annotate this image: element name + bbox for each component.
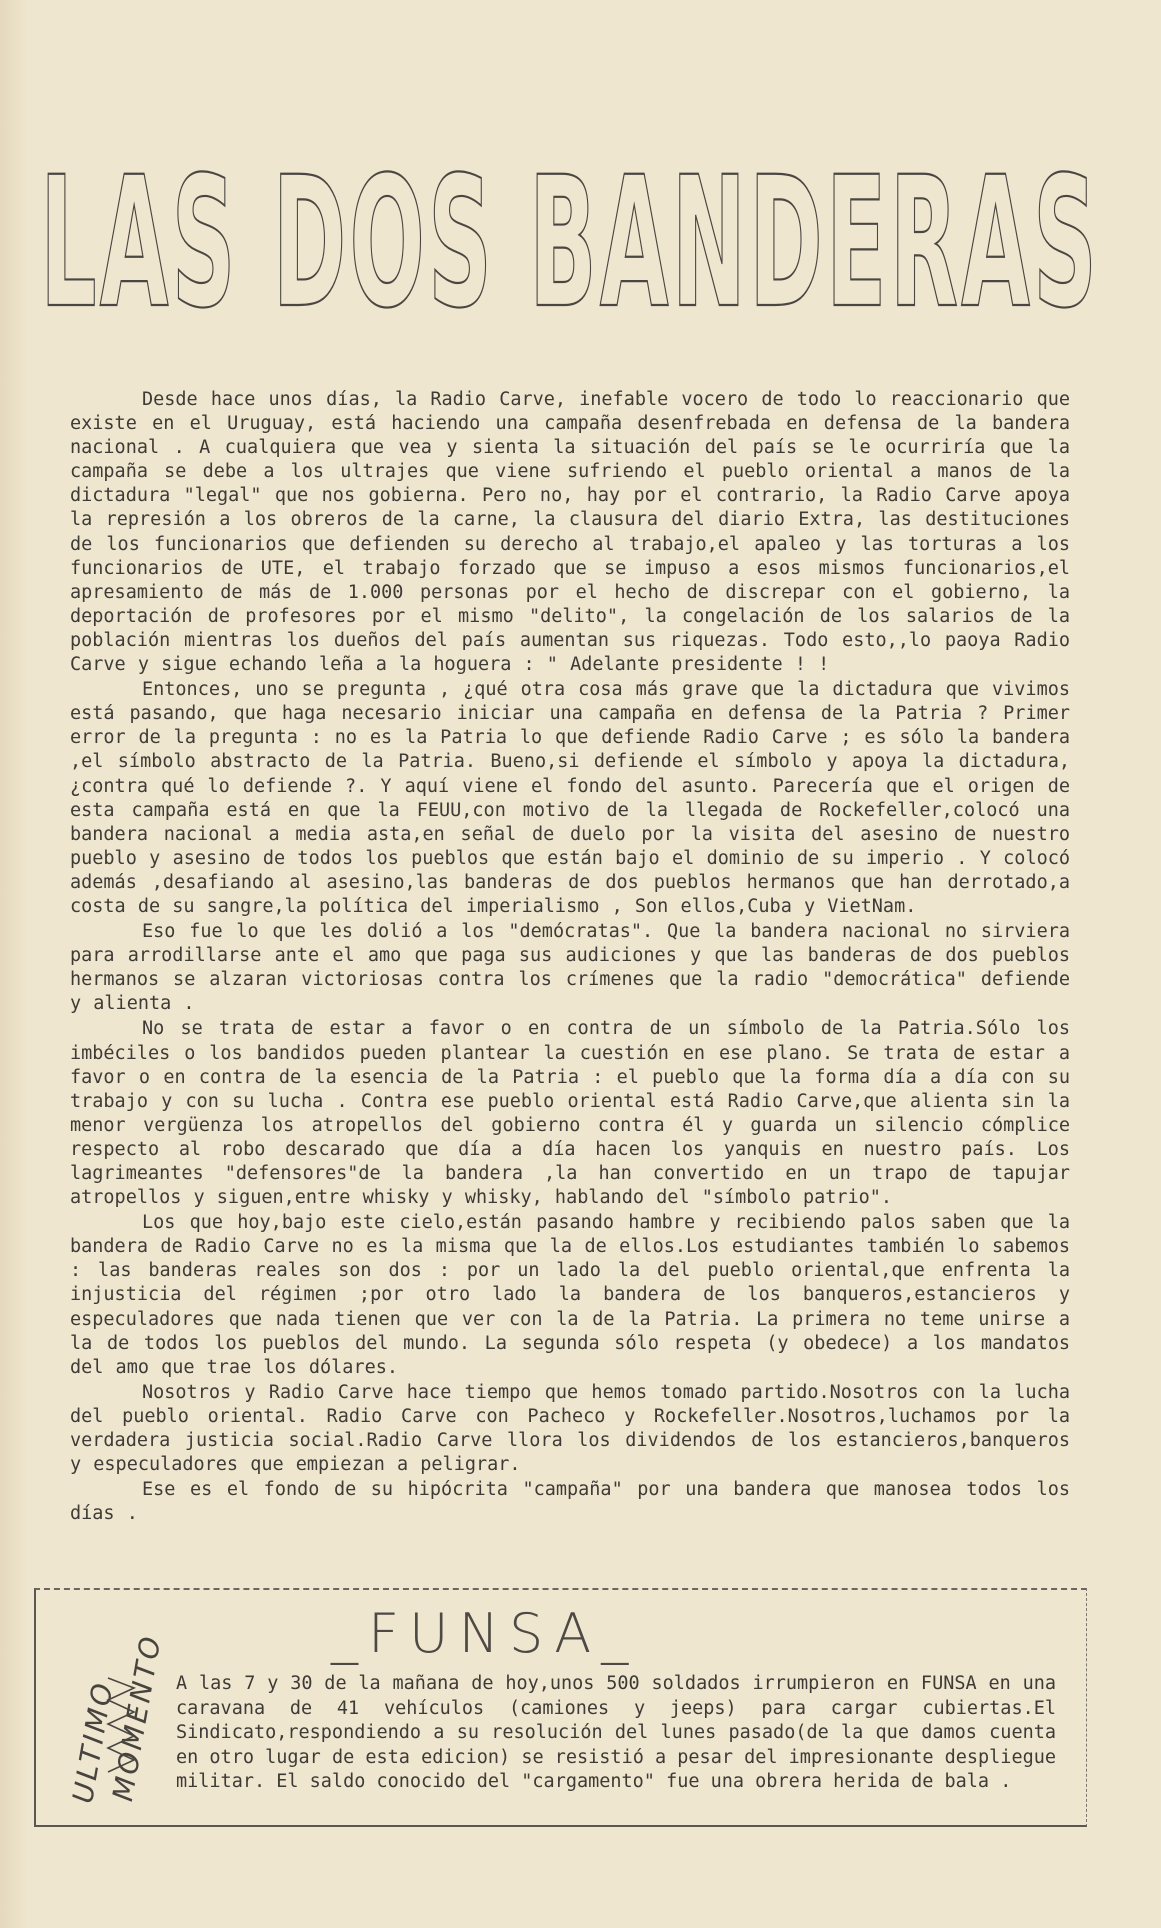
article-paragraph: Entonces, uno se pregunta , ¿qué otra cosa más grave que la dictadura que vivimos está pasando, que haga necesario iniciar una campaña en defensa de la Patria ? Primer error de la pregunta : no es la Patria lo que defiende Radio Carve ; es sólo la bandera ,el símbolo abstracto de la Patria. Bueno,si defiende el símbolo y apoya la dictadura, ¿contra qué lo defiende ?. Y aquí viene el fondo del asunto. Parecería que el origen de esta campaña está en que la FEUU,con motivo de la llegada de Rockefeller,colocó una bandera nacional a media asta,en señal de duelo por la visita del asesino de nuestro pueblo y asesino de todos los pueblos que están bajo el dominio de su imperio . Y colocó además ,desafiando al asesino,las banderas de dos pueblos hermanos que han derrotado,a costa de su sangre,la política del imperialismo , Son ellos,Cuba y VietNam. — [70, 679, 1070, 917]
label-line-ultimo: ULTIMO — [66, 1678, 120, 1806]
article-paragraph: No se trata de estar a favor o en contra de un símbolo de la Patria.Sólo los imbéciles o los bandidos pueden plantear la cuestión en ese plano. Se trata de estar a favor o en contra de la esencia de la Patria : el pueblo que la forma día a día con su trabajo y con su lucha . Contra ese pueblo oriental está Radio Carve,que alienta sin la menor vergüenza los atropellos del gobierno contra él y guarda un silencio cómplice respecto al robo descarado que día a día hacen los yanquis en nuestro país. Los lagrimeantes "defensores"de la bandera ,la han convertido en un trapo de tapujar atropellos y siguen,entre whisky y whisky, hablando del "símbolo patrio". — [70, 1018, 1070, 1209]
headline-text: LAS DOS BANDERAS — [40, 140, 1100, 340]
article-paragraph: Nosotros y Radio Carve hace tiempo que hemos tomado partido.Nosotros con la lucha del pueblo oriental. Radio Carve con Pacheco y Rockefeller.Nosotros,luchamos por la verdadera justicia social.Radio Carve llora los dividendos de los estancieros,banqueros y especuladores que empiezan a peligrar. — [70, 1381, 1070, 1476]
article-body — [70, 388, 1070, 1526]
article-paragraph: Eso fue lo que les dolió a los "demócratas". Que la bandera nacional no sirviera para arrodillarse ante el amo que paga sus audiciones y que las banderas de dos pueblos hermanos se alzaran victoriosas contra los crímenes que la radio "democrática" defiende y alienta . — [70, 921, 1070, 1015]
headline — [40, 140, 1100, 340]
article-paragraph: Los que hoy,bajo este cielo,están pasando hambre y recibiendo palos saben que la bandera de Radio Carve no es la misma que la de ellos.Los estudiantes también lo sabemos : las banderas reales son dos : por un lado la del pueblo oriental,que enfrenta la injusticia del régimen ;por otro lado la bandera de los banqueros,estancieros y especuladores que nada tienen que ver con la de la Patria. La primera no teme unirse a la de todos los pueblos del mundo. La segunda sólo respeta (y obedece) a los mandatos del amo que trae los dólares. — [70, 1212, 1070, 1378]
box-news-text: A las 7 y 30 de la mañana de hoy,unos 500 soldados irrumpieron en FUNSA en una caravana de 41 vehículos (camiones y jeeps) para cargar cubiertas.El Sindicato,respondiendo a su resolución del lunes pasado(de la que damos cuenta en otro lugar de esta edicion) se resistió a pesar del impresionante despliegue militar. El saldo conocido del "cargamento" fue una obrera herida de bala . — [176, 1673, 1056, 1792]
zigzag-ornament-icon — [104, 1670, 140, 1780]
headline-outline — [40, 140, 1100, 340]
article-paragraph: Ese es el fondo de su hipócrita "campaña" por una bandera que manosea todos los días . — [70, 1479, 1070, 1525]
box-heading: _FUNSA_ — [331, 1602, 639, 1665]
last-minute-box — [34, 1588, 1087, 1827]
article-paragraph: Desde hace unos días, la Radio Carve, inefable vocero de todo lo reaccionario que existe en el Uruguay, está haciendo una campaña desenfrebada en defensa de la bandera nacional . A cualquiera que vea y sienta la situación del país se le ocurriría que la campaña se debe a los ultrajes que viene sufriendo el pueblo oriental a manos de la dictadura "legal" que nos gobierna. Pero no, hay por el contrario, la Radio Carve apoya la represión a los obreros de la carne, la clausura del diario Extra, las destituciones de los funcionarios que defienden su derecho al trabajo,el apaleo y las torturas a los funcionarios de UTE, el trabajo forzado que se impuso a esos mismos funcionarios,el apresamiento de más de 1.000 personas por el hecho de discrepar con el gobierno, la deportación de profesores por el mismo "delito", la congelación de los salarios de la población mientras los dueños del país aumentan sus riquezas. Todo esto,,lo paoya Radio Carve y sigue echando leña a la hoguera : " Adelante presidente ! ! — [70, 389, 1070, 676]
label-line-momento: MOMENTO — [106, 1631, 168, 1804]
